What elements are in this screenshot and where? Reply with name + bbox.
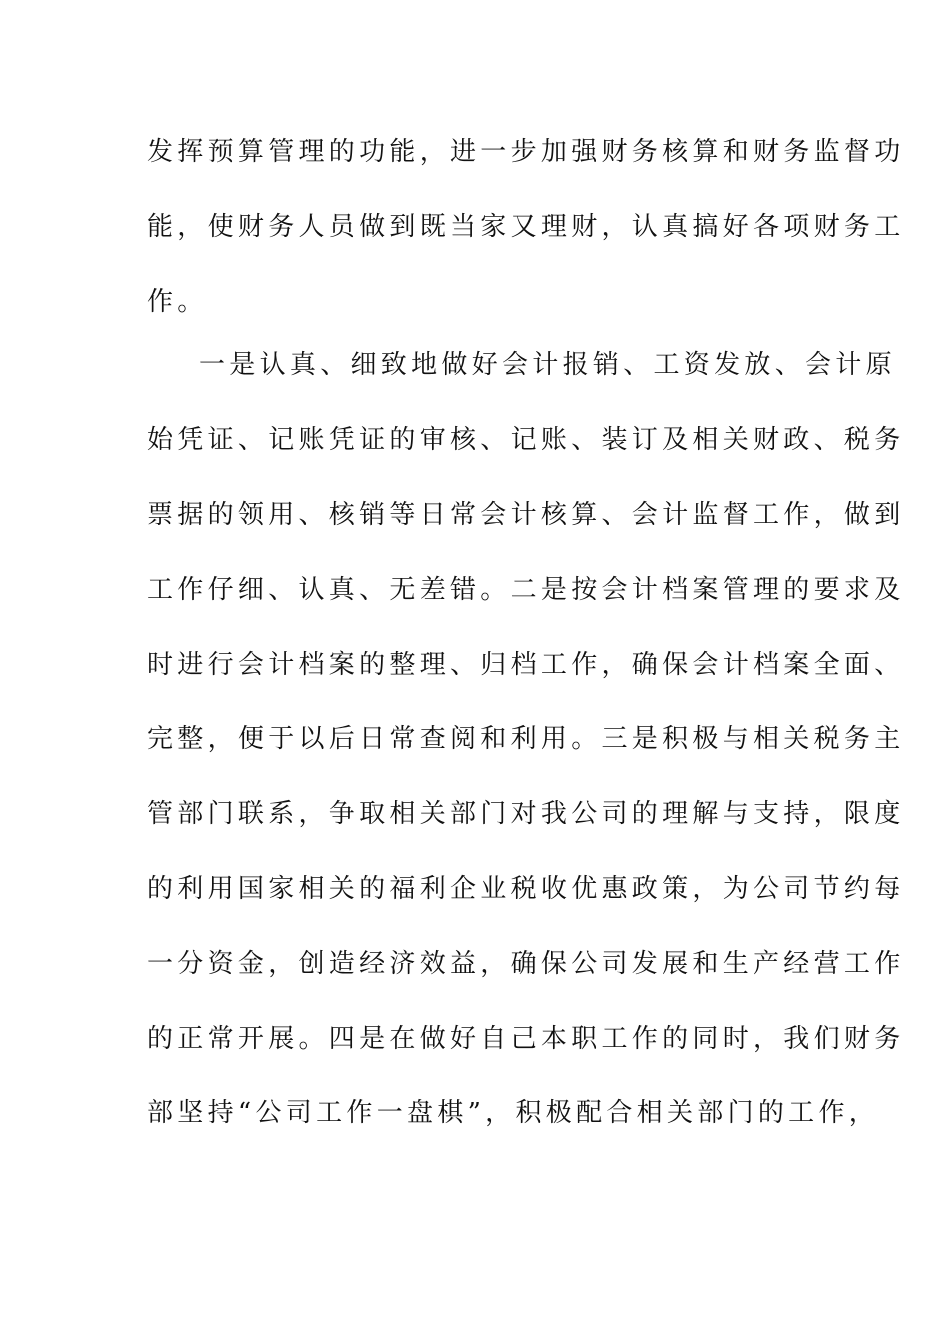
text-line-9: 完整，便于以后日常查阅和利用。三是积极与相关税务主 xyxy=(147,724,905,754)
text-line-7: 工作仔细、认真、无差错。二是按会计档案管理的要求及 xyxy=(147,575,905,605)
text-line-8: 时进行会计档案的整理、归档工作，确保会计档案全面、 xyxy=(147,650,905,680)
text-line-11: 的利用国家相关的福利企业税收优惠政策，为公司节约每 xyxy=(147,874,905,904)
text-line-6: 票据的领用、核销等日常会计核算、会计监督工作，做到 xyxy=(147,500,905,530)
text-line-2: 能，使财务人员做到既当家又理财，认真搞好各项财务工 xyxy=(147,212,905,242)
text-line-5: 始凭证、记账凭证的审核、记账、装订及相关财政、税务 xyxy=(147,425,905,455)
text-line-1: 发挥预算管理的功能，进一步加强财务核算和财务监督功 xyxy=(147,137,905,167)
text-line-12: 一分资金，创造经济效益，确保公司发展和生产经营工作 xyxy=(147,949,905,979)
text-line-3: 作。 xyxy=(147,287,208,317)
text-line-4: 一是认真、细致地做好会计报销、工资发放、会计原 xyxy=(199,350,896,380)
text-line-10: 管部门联系，争取相关部门对我公司的理解与支持，限度 xyxy=(147,799,905,829)
text-line-13: 的正常开展。四是在做好自己本职工作的同时，我们财务 xyxy=(147,1024,905,1054)
text-line-14: 部坚持“公司工作一盘棋”，积极配合相关部门的工作， xyxy=(147,1098,880,1128)
